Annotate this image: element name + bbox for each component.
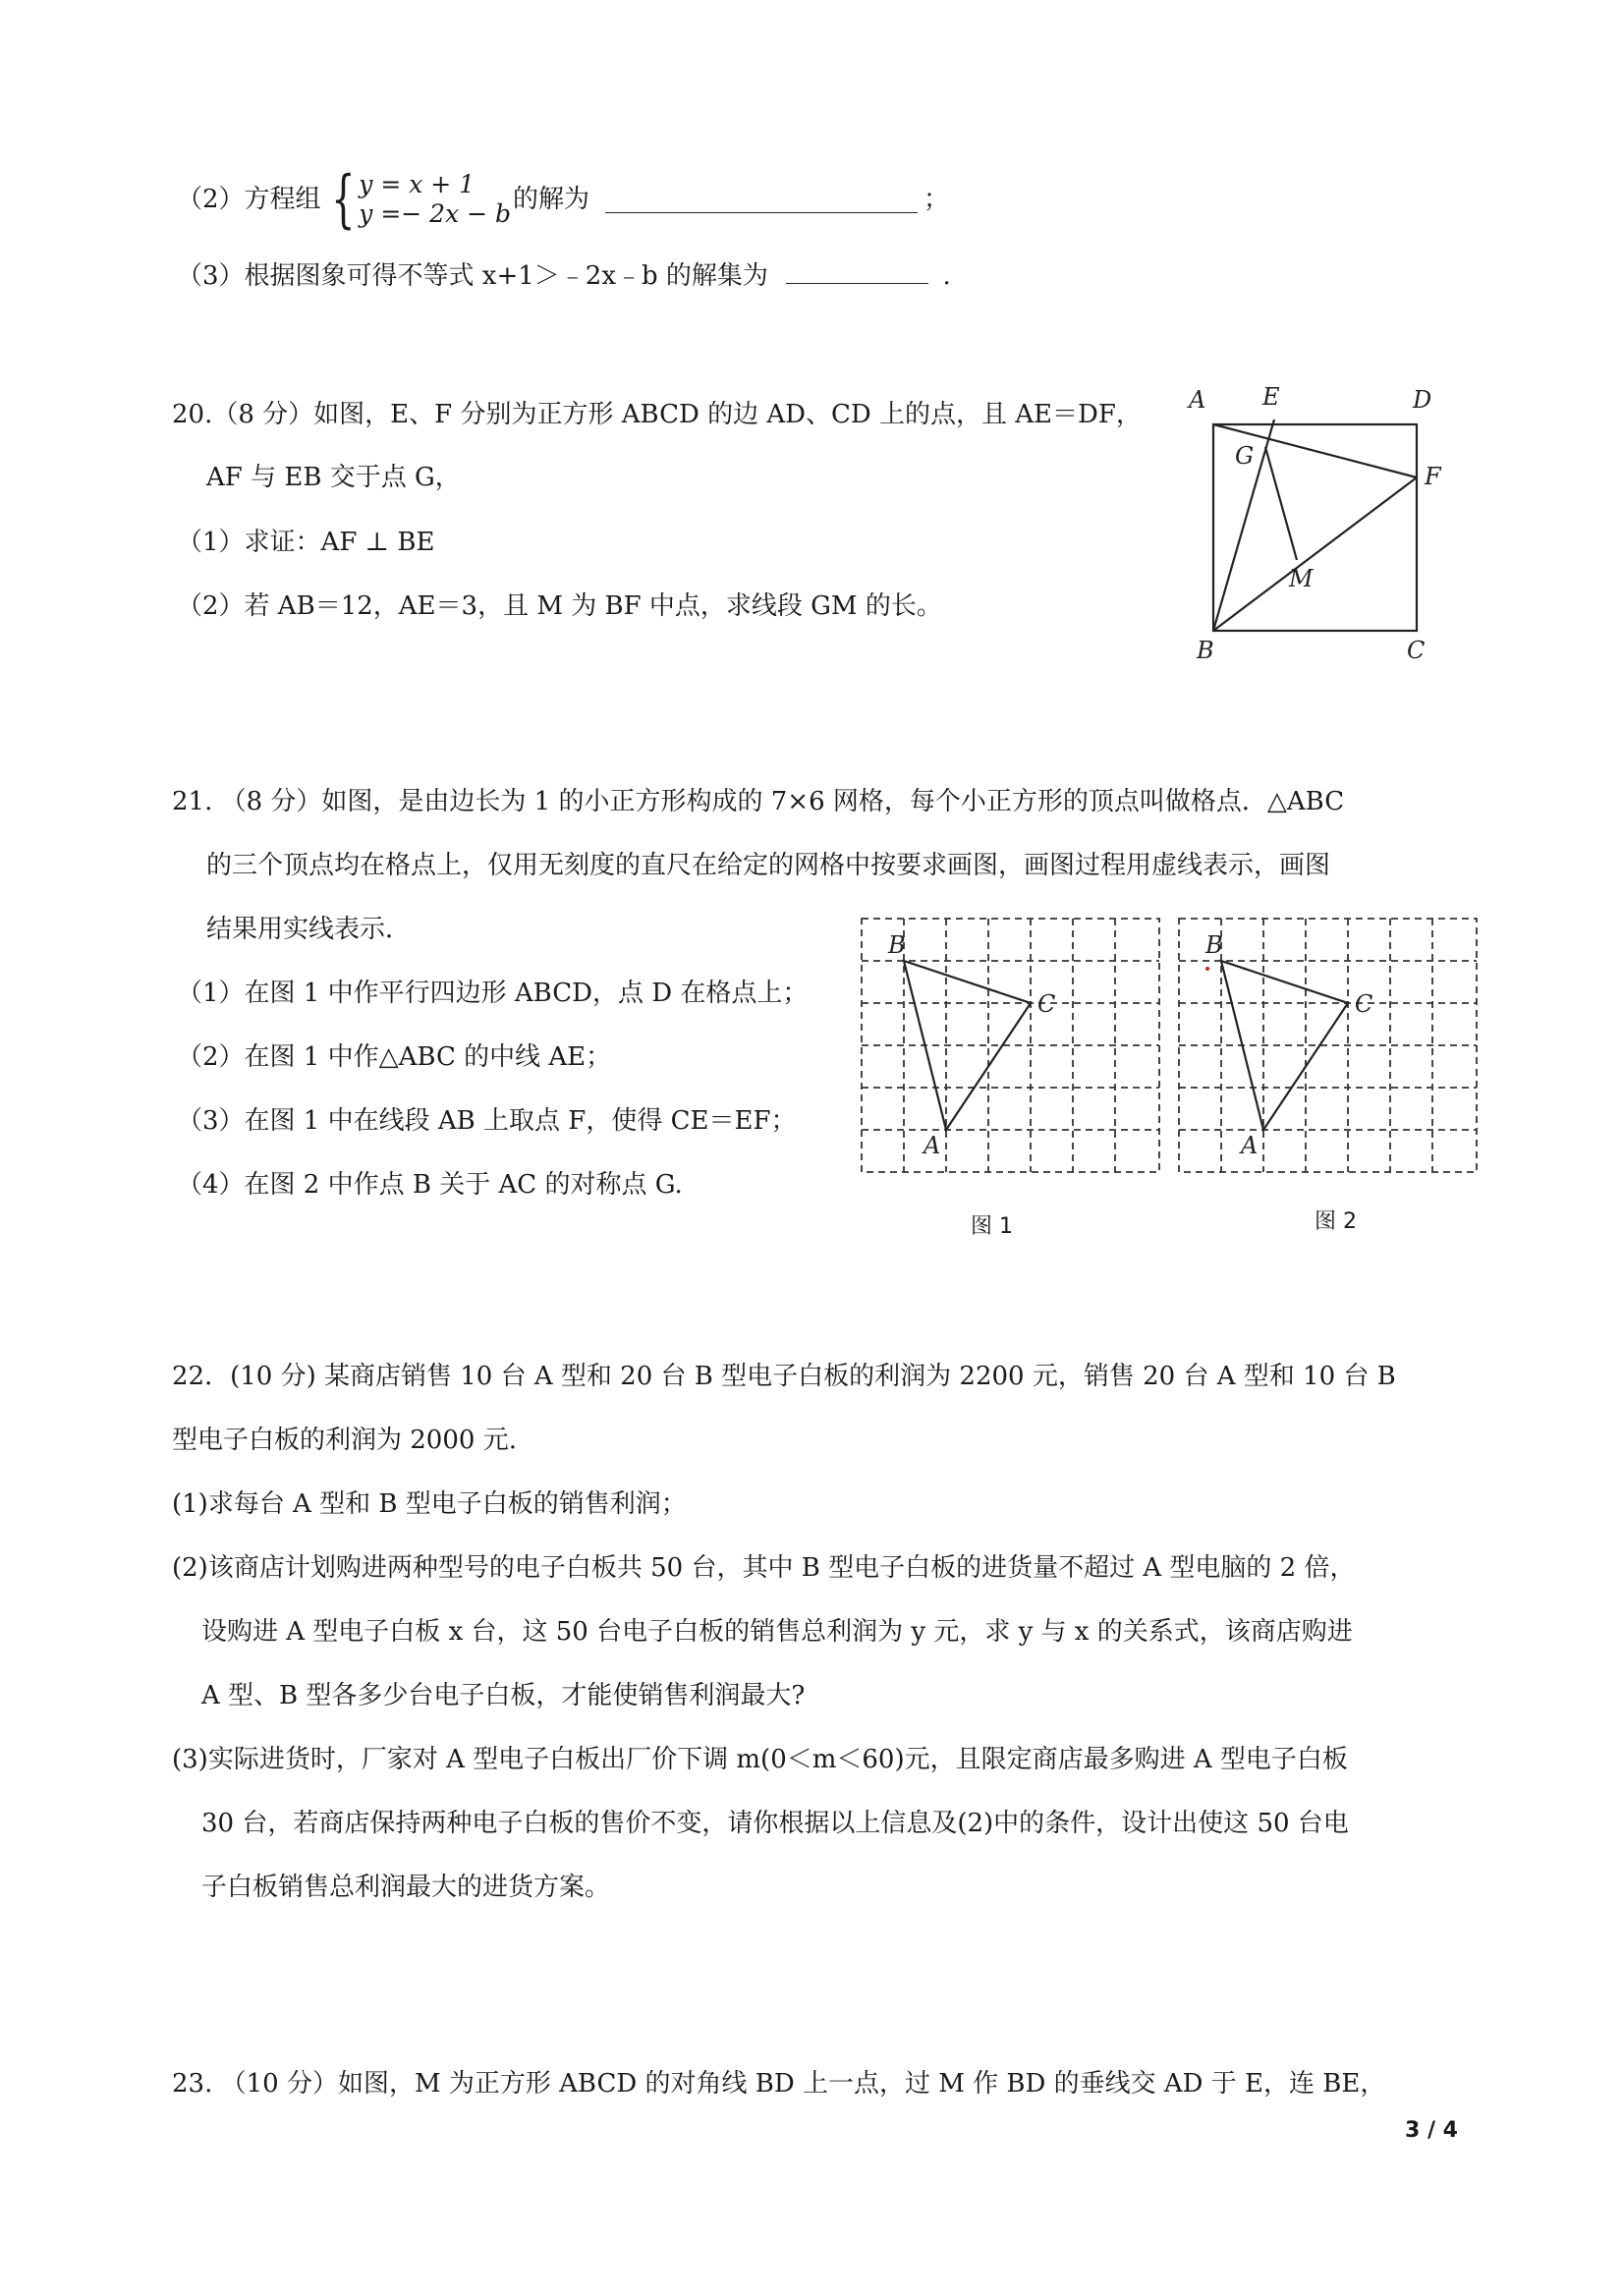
label-g: G <box>1235 442 1255 470</box>
q22-line7: (3)实际进货时，厂家对 A 型电子白板出厂价下调 m(0＜m＜60)元，且限定商店最多购进 A 型电子白板 <box>172 1745 1348 1774</box>
q20-line2: AF 与 EB 交于点 G， <box>206 463 461 492</box>
q20-line4: （2）若 AB＝12，AE＝3，且 M 为 BF 中点，求线段 GM 的长。 <box>177 591 942 621</box>
q22-line6: A 型、B 型各多少台电子白板，才能使销售利润最大? <box>201 1681 806 1710</box>
q22-line3: (1)求每台 A 型和 B 型电子白板的销售利润； <box>172 1489 687 1519</box>
q21-line4: （1）在图 1 中作平行四边形 ABCD，点 D 在格点上； <box>177 979 809 1008</box>
q19-part2 <box>177 165 949 234</box>
q19-part3 <box>177 257 951 292</box>
q20-line3: （1）求证：AF ⊥ BE <box>177 528 435 557</box>
q21-line3: 结果用实线表示． <box>206 915 412 944</box>
equation-1: y = x + 1 <box>359 170 476 198</box>
label-a: A <box>1189 386 1206 414</box>
q23-line1: 23. （10 分）如图，M 为正方形 ABCD 的对角线 BD 上一点，过 M 作 BD 的垂线交 AD 于 E，连 BE， <box>172 2069 1386 2099</box>
q22-line9: 子白板销售总利润最大的进货方案。 <box>201 1873 611 1902</box>
equation-system <box>323 163 512 236</box>
q19-part3-text: （3）根据图象可得不等式 x+1＞﹣2x﹣b 的解集为 <box>177 261 768 291</box>
segment-gm <box>1265 447 1297 560</box>
fig1-label-c: C <box>1037 990 1056 1018</box>
q21-line1: 21. （8 分）如图，是由边长为 1 的小正方形构成的 7×6 网格，每个小正方形的顶点叫做格点．△ABC <box>172 787 1345 816</box>
q20-line1: 20.（8 分）如图，E、F 分别为正方形 ABCD 的边 AD、CD 上的点，且 AE＝DF， <box>172 400 1142 429</box>
q22-line2: 型电子白板的利润为 2000 元. <box>172 1426 517 1455</box>
label-b: B <box>1197 637 1214 663</box>
fig1-label-b: B <box>888 931 906 959</box>
answer-blank-2[interactable] <box>605 187 918 213</box>
label-f: F <box>1425 463 1441 490</box>
q21-line5: （2）在图 1 中作△ABC 的中线 AE； <box>177 1042 612 1072</box>
grid-figure-1 <box>857 914 1169 1179</box>
left-brace-icon: { <box>330 163 356 236</box>
page-number: 3 / 4 <box>1405 2118 1458 2143</box>
q22-line4: (2)该商店计划购进两种型号的电子白板共 50 台，其中 B 型电子白板的进货量不超过 A 型电脑的 2 倍， <box>172 1553 1356 1583</box>
q21-line6: （3）在图 1 中在线段 AB 上取点 F，使得 CE＝EF； <box>177 1106 797 1136</box>
q19-part2-suffix: 的解为 <box>513 185 590 214</box>
fig2-caption: 图 2 <box>1315 1209 1357 1234</box>
q22-line8: 30 台，若商店保持两种电子白板的售价不变，请你根据以上信息及(2)中的条件，设计出使这 50 台电 <box>201 1809 1349 1838</box>
grid-figure-2 <box>1174 914 1486 1179</box>
label-c: C <box>1407 637 1426 663</box>
q19-part2-prefix: （2）方程组 <box>177 185 321 214</box>
answer-blank-3[interactable] <box>786 257 928 284</box>
fig2-label-a: A <box>1241 1132 1259 1159</box>
label-m: M <box>1289 565 1314 592</box>
q20-square-figure <box>1179 378 1464 663</box>
q21-line2: 的三个顶点均在格点上，仅用无刻度的直尺在给定的网格中按要求画图，画图过程用虚线表示，画图 <box>206 851 1331 880</box>
fig2-label-c: C <box>1355 990 1373 1018</box>
segment-bf <box>1213 477 1417 631</box>
q19-part2-end: ； <box>923 185 950 214</box>
q22-line1: 22．(10 分) 某商店销售 10 台 A 型和 20 台 B 型电子白板的利润为 2200 元，销售 20 台 A 型和 10 台 B <box>172 1362 1396 1391</box>
q21-line7: （4）在图 2 中作点 B 关于 AC 的对称点 G. <box>177 1170 683 1200</box>
label-d: D <box>1413 386 1432 414</box>
fig1-caption: 图 1 <box>971 1214 1013 1239</box>
red-dot-mark <box>1205 967 1209 971</box>
fig1-label-a: A <box>923 1132 941 1159</box>
q22-line5: 设购进 A 型电子白板 x 台，这 50 台电子白板的销售总利润为 y 元，求 y 与 x 的关系式，该商店购进 <box>201 1617 1353 1647</box>
q19-part3-end: . <box>942 261 951 291</box>
fig2-label-b: B <box>1205 931 1223 959</box>
label-e: E <box>1262 383 1280 411</box>
equation-2: y =− 2x − b <box>359 199 512 228</box>
